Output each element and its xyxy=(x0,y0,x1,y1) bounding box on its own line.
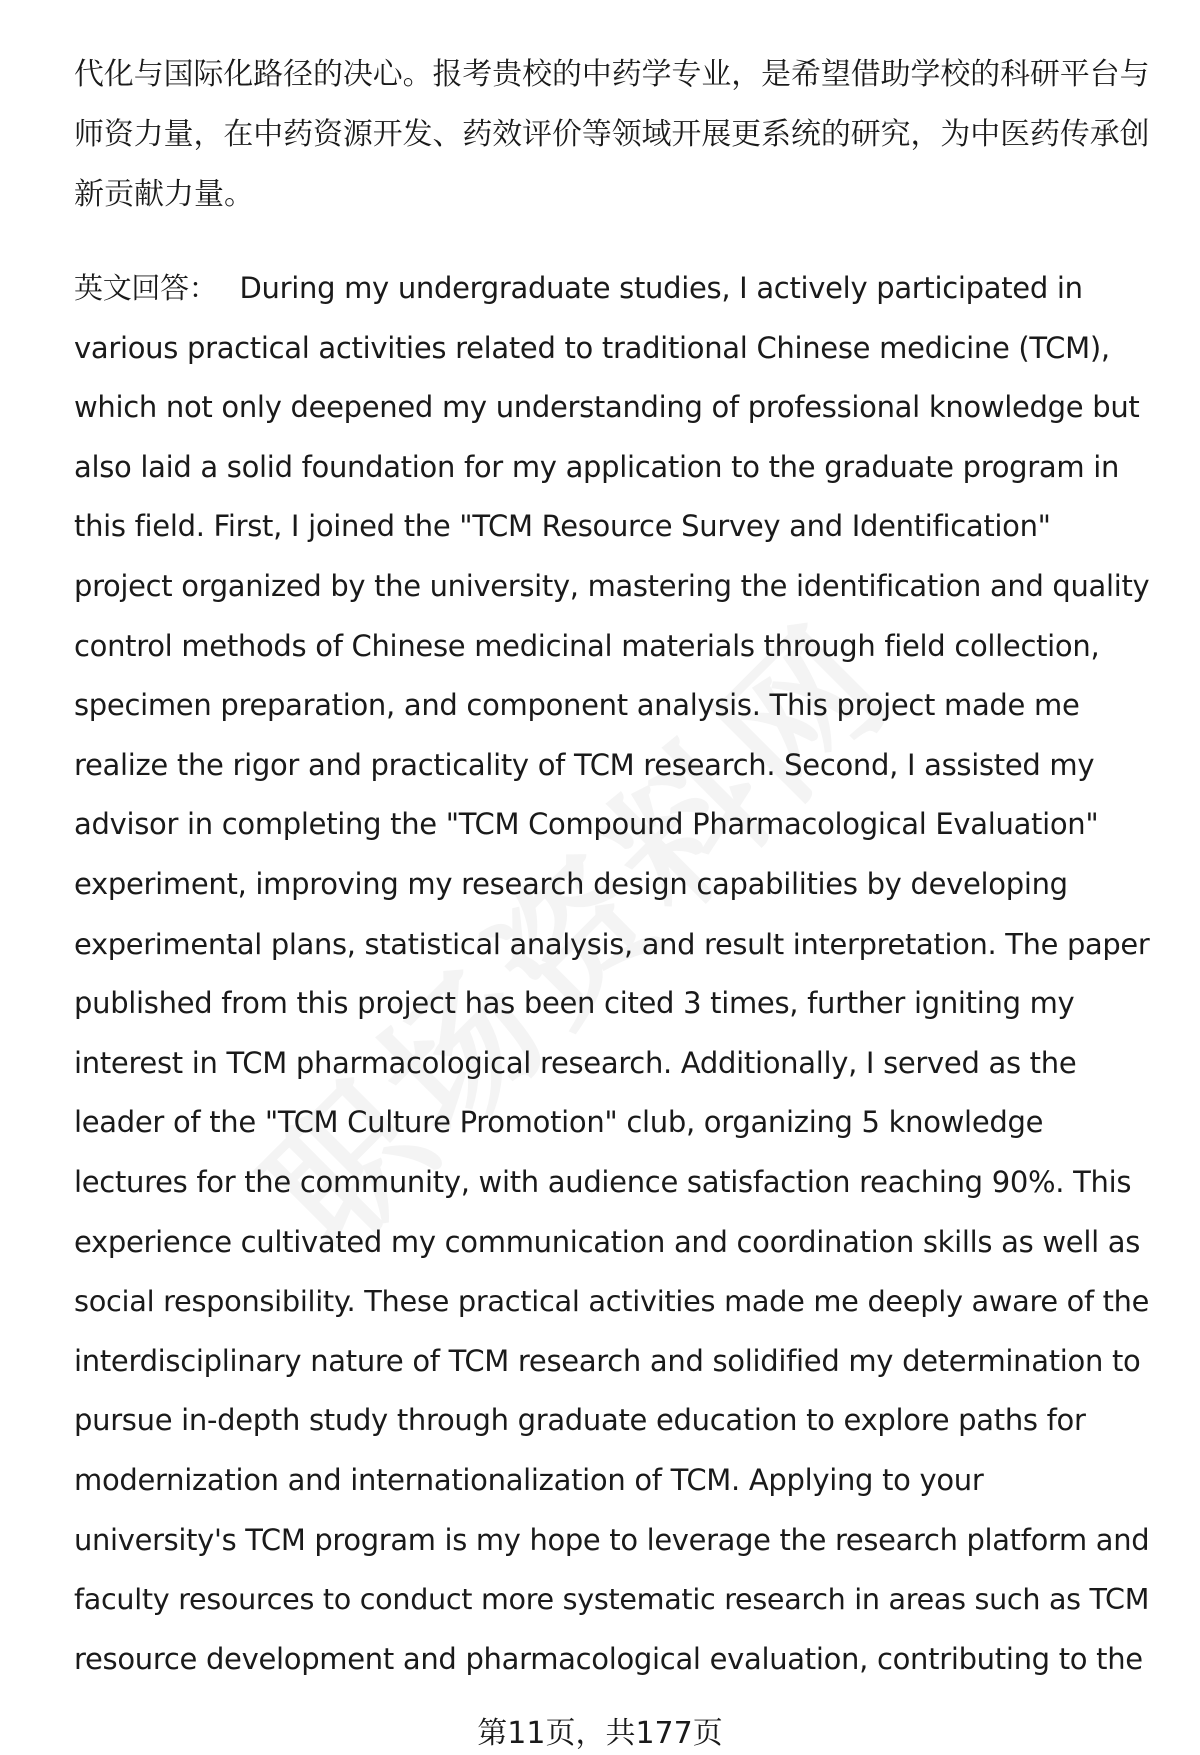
en-line-3: which not only deepened my understanding of professional knowledge but xyxy=(74,390,1140,424)
en-line-17: experience cultivated my communication and coordination skills as well as xyxy=(74,1225,1141,1259)
en-line-7: control methods of Chinese medicinal materials through field collection, xyxy=(74,629,1100,663)
en-line-10: advisor in completing the "TCM Compound Pharmacological Evaluation" xyxy=(74,807,1099,841)
en-line-19: interdisciplinary nature of TCM research and solidified my determination to xyxy=(74,1344,1141,1378)
en-line-14: interest in TCM pharmacological research. Additionally, I served as the xyxy=(74,1046,1077,1080)
en-line-4: also laid a solid foundation for my application to the graduate program in xyxy=(74,450,1120,484)
en-line-22: university's TCM program is my hope to leverage the research platform and xyxy=(74,1523,1150,1557)
cn-line-3: 新贡献力量。 xyxy=(74,177,254,212)
english-answer-label: 英文回答： xyxy=(74,271,218,305)
en-line-18: social responsibility. These practical activities made me deeply aware of the xyxy=(74,1284,1150,1318)
en-line-1 xyxy=(74,270,1083,306)
en-line-2: various practical activities related to traditional Chinese medicine (TCM), xyxy=(74,331,1110,365)
en-line-8: specimen preparation, and component analysis. This project made me xyxy=(74,688,1080,722)
page-number-footer: 第11页，共177页 xyxy=(477,1716,723,1751)
en-line-5: this field. First, I joined the "TCM Resource Survey and Identification" xyxy=(74,509,1051,543)
en-line-23: faculty resources to conduct more systematic research in areas such as TCM xyxy=(74,1582,1150,1616)
cn-line-1: 代化与国际化路径的决心。报考贵校的中药学专业，是希望借助学校的科研平台与 xyxy=(74,57,1150,92)
en-line-9: realize the rigor and practicality of TCM research. Second, I assisted my xyxy=(74,748,1095,782)
cn-line-2: 师资力量，在中药资源开发、药效评价等领域开展更系统的研究，为中医药传承创 xyxy=(74,117,1150,152)
en-line-20: pursue in-depth study through graduate education to explore paths for xyxy=(74,1403,1086,1437)
en-line-13: published from this project has been cited 3 times, further igniting my xyxy=(74,986,1075,1020)
en-line-15: leader of the "TCM Culture Promotion" club, organizing 5 knowledge xyxy=(74,1105,1044,1139)
en-line-1-text: During my undergraduate studies, I actively participated in xyxy=(239,271,1083,305)
en-line-16: lectures for the community, with audience satisfaction reaching 90%. This xyxy=(74,1165,1132,1199)
en-line-6: project organized by the university, mastering the identification and quality xyxy=(74,569,1150,603)
en-line-12: experimental plans, statistical analysis, and result interpretation. The paper xyxy=(74,927,1150,961)
en-line-11: experiment, improving my research design capabilities by developing xyxy=(74,867,1068,901)
en-line-24: resource development and pharmacological evaluation, contributing to the xyxy=(74,1642,1143,1676)
en-line-21: modernization and internationalization of TCM. Applying to your xyxy=(74,1463,984,1497)
